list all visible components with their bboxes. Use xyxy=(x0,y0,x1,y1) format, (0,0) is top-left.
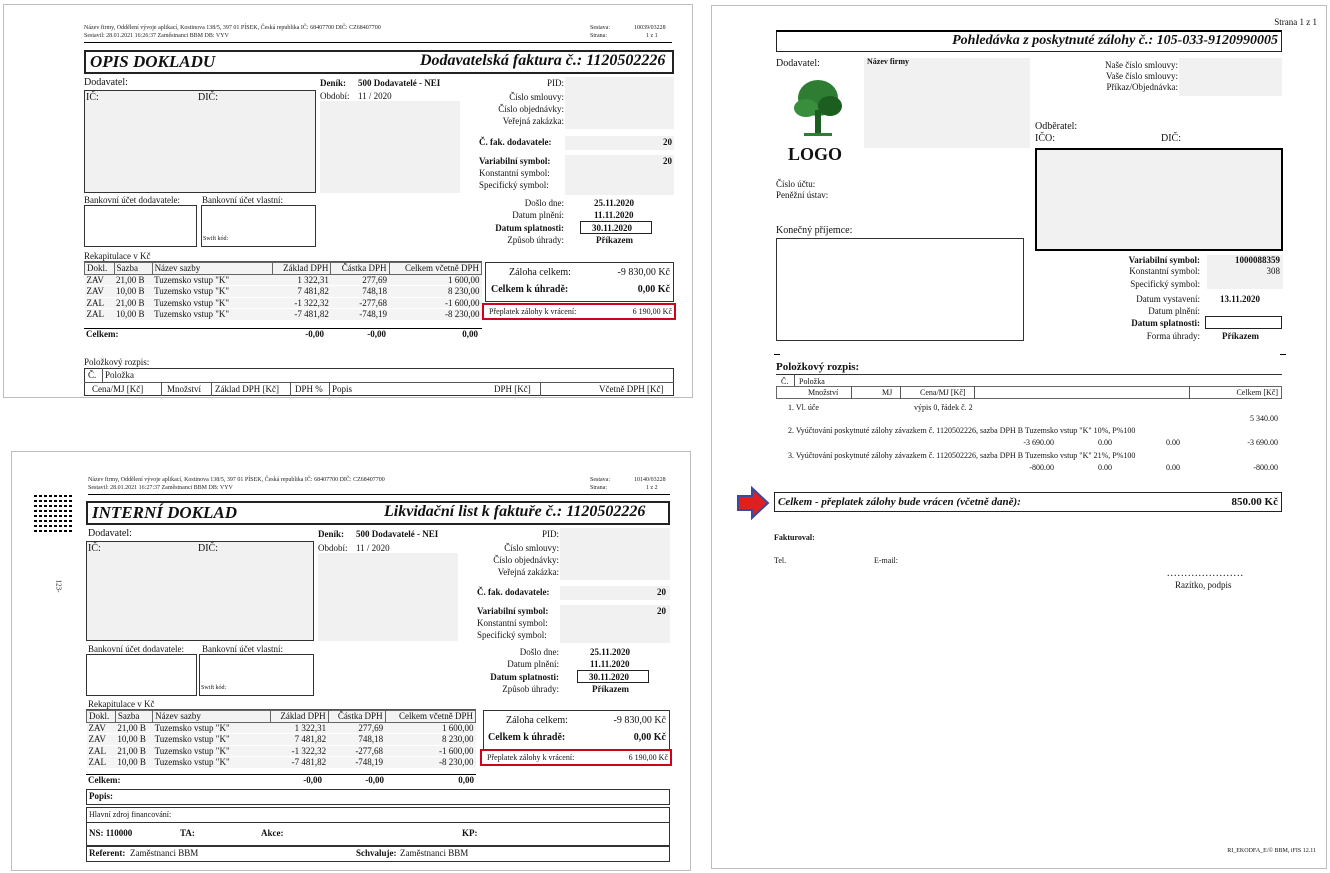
bank-vlastni-label: Bankovní účet vlastní: xyxy=(202,195,283,205)
dic-label: DIČ: xyxy=(198,543,218,554)
table-row: ZAV 21,00 B Tuzemsko vstup "K" 1 322,31 277,69 1 600,00 xyxy=(86,274,480,285)
obdobi-value: 11 / 2020 xyxy=(358,91,392,101)
rekap-celkem-vcetne: 0,00 xyxy=(458,775,474,785)
denik-value: 500 Dodavatelé - NEI xyxy=(356,529,439,539)
denik-label: Deník: xyxy=(320,78,347,88)
pol-dph-pct-header: DPH % xyxy=(295,384,323,394)
splatnost-value: 30.11.2020 xyxy=(592,223,633,233)
polozkovy-label: Položkový rozpis: xyxy=(84,357,150,367)
pol-mj-header: MJ xyxy=(882,388,893,397)
dodavatel-label: Dodavatel: xyxy=(776,58,820,69)
table-row: ZAL 21,00 B Tuzemsko vstup "K" -1 322,32 -277,68 -1 600,00 xyxy=(86,297,480,308)
strana-label: Strana: xyxy=(590,33,607,39)
denik-label: Deník: xyxy=(318,529,345,539)
akce-label: Akce: xyxy=(261,828,284,838)
pol-vcetne-header: Včetně DPH [Kč] xyxy=(599,384,664,394)
table-row: ZAL 10,00 B Tuzemsko vstup "K" -7 481,82 -748,19 -8 230,00 xyxy=(88,757,474,768)
penezni-ustav-label: Peněžní ústav: xyxy=(776,190,829,200)
preplatek-value: 6 190,00 Kč xyxy=(628,753,668,762)
doslo-value: 25.11.2020 xyxy=(590,647,631,657)
preplatek-value: 6 190,00 Kč xyxy=(632,307,672,316)
swift-label: Swift kód: xyxy=(203,236,229,242)
obdobi-label: Období: xyxy=(320,91,350,101)
doc-type: OPIS DOKLADU xyxy=(90,52,216,71)
verejna-zakazka-label: Veřejná zakázka: xyxy=(502,116,564,126)
pol-cena-header: Cena/MJ [Kč] xyxy=(920,388,966,397)
bank-dodavatele-box xyxy=(86,654,197,696)
zaloha-value: -9 830,00 Kč xyxy=(617,267,670,278)
doc-title: Pohledávka z poskytnuté zálohy č.: 105-033-9120990005 xyxy=(952,33,1278,48)
cislo-smlouvy-label: Číslo smlouvy: xyxy=(509,92,564,102)
dodavatel-label: Dodavatel: xyxy=(84,77,128,88)
side-number: 123- xyxy=(54,579,63,593)
rekap-h-castka: Částka DPH xyxy=(328,711,385,723)
strana-value: 1 z 1 xyxy=(646,33,658,39)
page-pohledavka: Strana 1 z 1 Pohledávka z poskytnuté zálohy č.: 105-033-9120990005 Dodavatel: Název firmy LOGO Naše číslo smlouvy: Vaše číslo smlouvy: Příkaz/Objednávka: Odběratel: IČO: DIČ: Číslo účtu: Peněžní ústav: Konečný příjemce: Variabilní symbol: 1000088359 Konstantní symbol: 308 Specifický symbol: Datum vystavení: 13.11.2020 Datum plnění: Datum splatnosti: Forma úhrady: Příkazem Položkový rozpis: Č. Položka Množství MJ Cena/MJ [Kč] Celkem [Kč] 1. Vl. úče výpis 0, řádek č. 2 5 340.00 2. Vyúčtování poskytnuté zálohy závazkem č. 1120502226, sazba DPH B Tuzemsko vstup "K" 10%, P%100 -3 690.00 0.00 0.00 -3 690.00 3. Vyúčtování poskytnuté zálohy závazkem č. 1120502226, sazba DPH B Tuzemsko vstup "K" 21%, P%100 -800.00 0.00 0.00 -800.00 Celkem - přeplatek zálohy bude vrácen (včetně daně): 850.00 Kč Fakturoval: Tel. E-mail: ...................... Razítko, podpis RI_EKODFA_E/© BBM, iFIS 12.11 xyxy=(711,5,1327,869)
doc-title: Likvidační list k faktuře č.: 1120502226 xyxy=(384,503,646,520)
odberatel-box xyxy=(1035,148,1283,251)
rekap-celkem-dph: -0,00 xyxy=(365,775,384,785)
pol-mnozstvi-header: Množství xyxy=(808,388,839,397)
header-sestavil-line: Sestavil: 28.01.2021 16:27:37 Zaměstnanci BBM DB: VYV xyxy=(88,485,233,491)
rekap-h-sazba: Sazba xyxy=(115,711,152,723)
ks-label: Konstantní symbol: xyxy=(479,168,550,178)
schvaluje-value: Zaměstnanci BBM xyxy=(400,848,469,858)
plneni-value: 11.11.2020 xyxy=(594,210,634,220)
sestava-label: Sestava: xyxy=(590,25,610,31)
rekapitulace-label: Rekapitulace v Kč xyxy=(84,251,151,261)
doc-type: INTERNÍ DOKLAD xyxy=(92,503,237,522)
doslo-label: Došlo dne: xyxy=(519,647,559,657)
zaloha-label: Záloha celkem: xyxy=(509,267,571,278)
arrow-right-icon xyxy=(736,486,770,520)
table-row: ZAV 10,00 B Tuzemsko vstup "K" 7 481,82 748,18 8 230,00 xyxy=(88,734,474,745)
bank-dodavatele-label: Bankovní účet dodavatele: xyxy=(84,195,180,205)
splatnost-value: 30.11.2020 xyxy=(589,672,630,682)
table-row: ZAL 10,00 B Tuzemsko vstup "K" -7 481,82 -748,19 -8 230,00 xyxy=(86,309,480,320)
pol-cena-header: Cena/MJ [Kč] xyxy=(92,384,144,394)
pol-mnozstvi-header: Množství xyxy=(167,384,202,394)
ks-value: 308 xyxy=(1266,266,1280,276)
schvaluje-label: Schvaluje: xyxy=(356,848,397,858)
uhrade-label: Celkem k úhradě: xyxy=(488,732,566,743)
nazev-firmy: Název firmy xyxy=(867,57,909,66)
dic-label: DIČ: xyxy=(198,92,218,103)
zaloha-label: Záloha celkem: xyxy=(506,715,568,726)
preplatek-label: Přeplatek zálohy k vrácení: xyxy=(489,307,577,316)
tel-label: Tel. xyxy=(774,556,787,565)
rekapitulace-label: Rekapitulace v Kč xyxy=(88,699,155,709)
zdroj-label: Hlavní zdroj financování: xyxy=(89,810,172,819)
rekap-h-nazev: Název sazby xyxy=(153,711,271,723)
page-opis-dokladu xyxy=(3,4,693,398)
razitko-label: Razítko, podpis xyxy=(1175,580,1232,590)
ks-label: Konstantní symbol: xyxy=(1129,266,1200,276)
denik-value: 500 Dodavatelé - NEI xyxy=(358,78,441,88)
ss-label: Specifický symbol: xyxy=(1130,279,1200,289)
uhrade-value: 0,00 Kč xyxy=(633,732,666,743)
strana-label: Strana 1 z 1 xyxy=(1274,17,1317,27)
uhrada-value: Příkazem xyxy=(596,235,633,245)
plneni-label: Datum plnění: xyxy=(512,210,564,220)
bank-dodavatele-label: Bankovní účet dodavatele: xyxy=(88,644,184,654)
pol-dph-header: DPH [Kč] xyxy=(494,384,531,394)
pol-polozka-header: Položka xyxy=(799,377,825,386)
plneni-value: 11.11.2020 xyxy=(590,659,630,669)
pol-popis-header: Popis xyxy=(332,384,353,394)
polozkovy-label: Položkový rozpis: xyxy=(776,361,860,373)
vs-label: Variabilní symbol: xyxy=(479,156,551,166)
rekap-h-sazba: Sazba xyxy=(114,263,152,275)
dodavatel-label: Dodavatel: xyxy=(88,528,132,539)
uhrada-value: Příkazem xyxy=(592,684,629,694)
cislo-objednavky-label: Číslo objednávky: xyxy=(493,555,559,565)
pid-label: PID: xyxy=(541,529,559,539)
prikaz-label: Příkaz/Objednávka: xyxy=(1106,82,1178,92)
nase-cislo-label: Naše číslo smlouvy: xyxy=(1105,60,1178,70)
page-interni-doklad xyxy=(11,451,691,871)
splatnost-label: Datum splatnosti: xyxy=(495,223,564,233)
vystaveni-value: 13.11.2020 xyxy=(1220,294,1261,304)
zaloha-value: -9 830,00 Kč xyxy=(613,715,666,726)
vs-value: 20 xyxy=(663,156,672,166)
ta-label: TA: xyxy=(180,828,195,838)
verejna-zakazka-label: Veřejná zakázka: xyxy=(497,567,559,577)
pol-c-header: Č. xyxy=(781,377,789,386)
preplatek-label: Přeplatek zálohy k vrácení: xyxy=(487,753,575,762)
rekap-h-zaklad: Základ DPH xyxy=(271,711,329,723)
vs-value: 20 xyxy=(657,606,666,616)
forma-label: Forma úhrady: xyxy=(1146,331,1200,341)
cislo-smlouvy-label: Číslo smlouvy: xyxy=(504,543,559,553)
referent-label: Referent: xyxy=(89,848,126,858)
rekap-celkem-zaklad: -0,00 xyxy=(305,329,324,339)
sestava-label: Sestava: xyxy=(590,477,610,483)
konecny-prijemce-box xyxy=(776,238,1024,341)
rekap-celkem-dph: -0,00 xyxy=(367,329,386,339)
pol-celkem-header: Celkem [Kč] xyxy=(1236,388,1278,397)
doslo-value: 25.11.2020 xyxy=(594,198,635,208)
splatnost-label: Datum splatnosti: xyxy=(1131,318,1200,328)
vase-cislo-label: Vaše číslo smlouvy: xyxy=(1106,71,1178,81)
c-fak-dodavatele-label: Č. fak. dodavatele: xyxy=(479,137,552,147)
c-fak-dodavatele-value: 20 xyxy=(663,137,672,147)
table-row: ZAV 21,00 B Tuzemsko vstup "K" 1 322,31 277,69 1 600,00 xyxy=(88,722,474,733)
rekap-h-castka: Částka DPH xyxy=(331,263,389,275)
swift-label: Swift kód: xyxy=(201,685,227,691)
sestava-value: 10039/03228 xyxy=(634,25,666,31)
rekap-h-celkem: Celkem včetně DPH xyxy=(385,711,475,723)
pol-polozka-header: Položka xyxy=(105,370,134,380)
vs-value: 1000088359 xyxy=(1235,255,1280,265)
dodavatel-box xyxy=(84,90,316,193)
bank-dodavatele-box xyxy=(84,205,197,247)
strana-label: Strana: xyxy=(590,485,607,491)
c-fak-dodavatele-value: 20 xyxy=(657,587,666,597)
doslo-label: Došlo dne: xyxy=(524,198,564,208)
rekap-h-nazev: Název sazby xyxy=(152,263,272,275)
rekap-h-dokl: Dokl. xyxy=(87,711,116,723)
pid-label: PID: xyxy=(546,78,564,88)
uhrada-label: Způsob úhrady: xyxy=(507,235,564,245)
rekap-h-dokl: Dokl. xyxy=(85,263,115,275)
ss-label: Specifický symbol: xyxy=(477,630,547,640)
ns-label: NS: 110000 xyxy=(89,828,133,838)
obdobi-label: Období: xyxy=(318,543,348,553)
cislo-uctu-label: Číslo účtu: xyxy=(776,179,816,189)
splatnost-label: Datum splatnosti: xyxy=(490,672,559,682)
ss-label: Specifický symbol: xyxy=(479,180,549,190)
rekap-h-zaklad: Základ DPH xyxy=(272,263,331,275)
ks-label: Konstantní symbol: xyxy=(477,618,548,628)
vystaveni-label: Datum vystavení: xyxy=(1136,294,1200,304)
rekap-celkem-zaklad: -0,00 xyxy=(303,775,322,785)
strana-value: 1 z 2 xyxy=(646,485,658,491)
rekap-table xyxy=(86,710,476,769)
uhrade-label: Celkem k úhradě: xyxy=(491,284,569,295)
zdroj-box xyxy=(86,807,670,846)
signature-dots: ...................... xyxy=(1167,568,1244,579)
popis-box xyxy=(86,789,670,805)
ic-label: IČ: xyxy=(86,92,99,103)
odberatel-label: Odběratel: xyxy=(1035,121,1078,132)
uhrade-value: 0,00 Kč xyxy=(637,284,670,295)
dodavatel-box xyxy=(86,541,314,641)
rekap-celkem-label: Celkem: xyxy=(88,775,121,785)
email-label: E-mail: xyxy=(874,556,898,565)
header-company-line: Název firmy, Oddělení vývoje aplikací, Kostinova 138/5, 397 01 PÍSEK, Česká republika IČ: 68407700 DIČ: CZ68407700 xyxy=(84,25,381,31)
celkem-label: Celkem - přeplatek zálohy bude vrácen (včetně daně): xyxy=(778,496,1021,508)
konecny-prijemce-label: Konečný příjemce: xyxy=(776,225,853,236)
qr-code-icon xyxy=(34,494,72,532)
table-row: ZAV 10,00 B Tuzemsko vstup "K" 7 481,82 748,18 8 230,00 xyxy=(86,286,480,297)
sestava-value: 10140/03228 xyxy=(634,477,666,483)
tree-logo-icon xyxy=(790,76,846,138)
pol-c-header: Č. xyxy=(88,370,97,380)
rekap-h-celkem: Celkem včetně DPH xyxy=(389,263,481,275)
c-fak-dodavatele-label: Č. fak. dodavatele: xyxy=(477,587,550,597)
cislo-objednavky-label: Číslo objednávky: xyxy=(498,104,564,114)
celkem-value: 850.00 Kč xyxy=(1231,496,1278,508)
obdobi-value: 11 / 2020 xyxy=(356,543,390,553)
kp-label: KP: xyxy=(462,828,478,838)
rekap-celkem-label: Celkem: xyxy=(86,329,119,339)
fakturoval-label: Fakturoval: xyxy=(774,533,815,542)
header-sestavil-line: Sestavil: 28.01.2021 16:26:37 Zaměstnanci BBM DB: VYV xyxy=(84,33,229,39)
rekap-celkem-vcetne: 0,00 xyxy=(462,329,478,339)
header-company-line: Název firmy, Oddělení vývoje aplikací, Kostinova 138/5, 397 01 PÍSEK, Česká republika IČ: 68407700 DIČ: CZ68407700 xyxy=(88,477,385,483)
dic-label: DIČ: xyxy=(1161,133,1181,144)
vs-label: Variabilní symbol: xyxy=(477,606,549,616)
doc-title: Dodavatelská faktura č.: 1120502226 xyxy=(420,52,666,69)
plneni-label: Datum plnění: xyxy=(507,659,559,669)
table-row: ZAL 21,00 B Tuzemsko vstup "K" -1 322,32 -277,68 -1 600,00 xyxy=(88,745,474,756)
bank-vlastni-label: Bankovní účet vlastní: xyxy=(202,644,283,654)
uhrada-label: Způsob úhrady: xyxy=(502,684,559,694)
logo-text: LOGO xyxy=(788,144,843,164)
ico-label: IČO: xyxy=(1035,133,1055,144)
footer-code: RI_EKODFA_E/© BBM, iFIS 12.11 xyxy=(1227,848,1316,854)
ic-label: IČ: xyxy=(88,543,101,554)
pol-zaklad-header: Základ DPH [Kč] xyxy=(215,384,279,394)
plneni-label: Datum plnění: xyxy=(1148,306,1200,316)
vs-label: Variabilní symbol: xyxy=(1128,255,1200,265)
referent-value: Zaměstnanci BBM xyxy=(130,848,199,858)
rekap-table xyxy=(84,262,482,321)
forma-value: Příkazem xyxy=(1222,331,1259,341)
popis-label: Popis: xyxy=(89,791,114,801)
